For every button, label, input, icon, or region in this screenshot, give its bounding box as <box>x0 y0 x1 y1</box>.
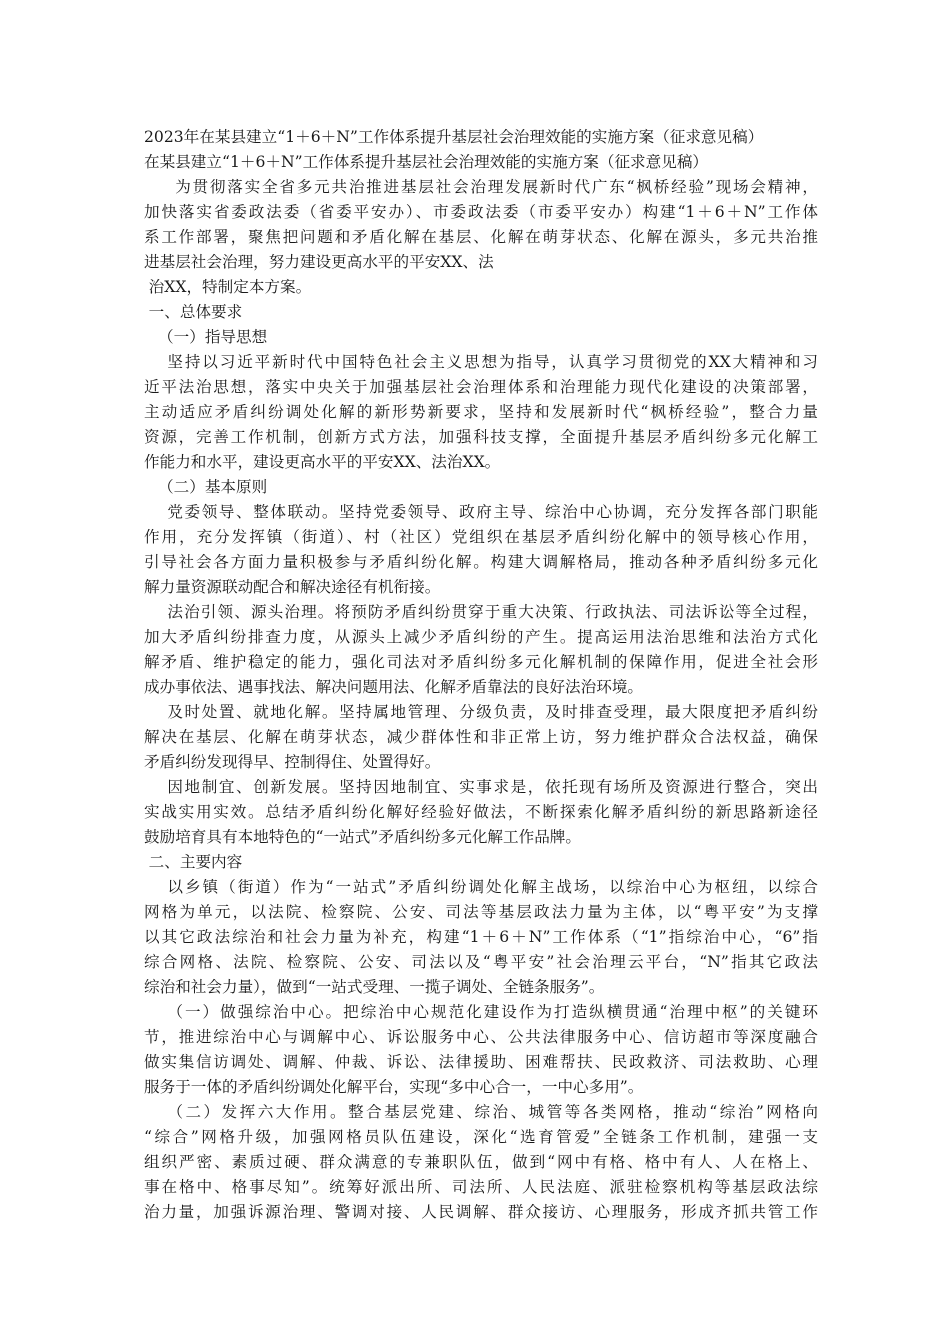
document-text-line: 以乡镇（街道）作为“一站式”矛盾纠纷调处化解主战场，以综治中心为枢纽，以综合 <box>167 878 818 896</box>
document-text-line: 解力量资源联动配合和解决途径有机衔接。 <box>144 578 441 596</box>
document-text-line: 治XX，特制定本方案。 <box>148 278 312 296</box>
document-page <box>144 125 818 1225</box>
document-text-line: 二、主要内容 <box>148 853 243 871</box>
document-text-line: 一、总体要求 <box>148 303 243 321</box>
document-text-line: 做实集信访调处、调解、仲裁、诉讼、法律援助、困难帮扶、民政救济、司法救助、心理 <box>144 1053 818 1071</box>
document-text-line: （一）做强综治中心。把综治中心规范化建设作为打造纵横贯通“治理中枢”的关键环 <box>167 1003 818 1021</box>
document-text-line: （二）发挥六大作用。整合基层党建、综治、城管等各类网格，推动“综治”网格向 <box>167 1103 818 1121</box>
document-text-line: 坚持以习近平新时代中国特色社会主义思想为指导，认真学习贯彻党的XX大精神和习 <box>167 353 818 371</box>
document-text-line: 综治和社会力量），做到“一站式受理、一揽子调处、全链条服务”。 <box>144 978 605 996</box>
document-text-line: 组织严密、素质过硬、群众满意的专兼职队伍，做到“网中有格、格中有人、人在格上、 <box>144 1153 818 1171</box>
document-text-line: 以其它政法综治和社会力量为补充，构建“1＋6＋N”工作体系（“1”指综治中心，“6”指 <box>144 928 818 946</box>
document-text-line: 网格为单元，以法院、检察院、公安、司法等基层政法力量为主体，以“粤平安”为支撑 <box>144 903 818 921</box>
document-text-line: 解决在基层、化解在萌芽状态，减少群体性和非正常上访，努力维护群众合法权益，确保 <box>144 728 818 746</box>
document-text-line: 法治引领、源头治理。将预防矛盾纠纷贯穿于重大决策、行政执法、司法诉讼等全过程， <box>167 603 818 621</box>
document-text-line: 实战实用实效。总结矛盾纠纷化解好经验好做法，不断探索化解矛盾纠纷的新思路新途径 <box>144 803 818 821</box>
document-text-line: 综合网格、法院、检察院、公安、司法以及“粤平安”社会治理云平台，“N”指其它政法 <box>144 953 818 971</box>
document-text-line: 解矛盾、维护稳定的能力，强化司法对矛盾纠纷多元化解机制的保障作用，促进全社会形 <box>144 653 818 671</box>
document-title-line: 2023年在某县建立“1＋6＋N”工作体系提升基层社会治理效能的实施方案（征求意见稿） <box>144 128 764 146</box>
document-text-line: 进基层社会治理，努力建设更高水平的平安XX、法 <box>144 253 494 271</box>
document-text-line: 资源，完善工作机制，创新方式方法，加强科技支撑，全面提升基层矛盾纠纷多元化解工 <box>144 428 818 446</box>
document-text-line: 治力量，加强诉源治理、警调对接、人民调解、群众接访、心理服务，形成齐抓共管工作 <box>144 1203 818 1221</box>
document-text-line: 因地制宜、创新发展。坚持因地制宜、实事求是，依托现有场所及资源进行整合，突出 <box>167 778 818 796</box>
document-text-line: 成办事依法、遇事找法、解决问题用法、化解矛盾靠法的良好法治环境。 <box>144 678 644 696</box>
document-text-line: 及时处置、就地化解。坚持属地管理、分级负责，及时排查受理，最大限度把矛盾纠纷 <box>167 703 818 721</box>
document-text-line: 近平法治思想，落实中央关于加强基层社会治理体系和治理能力现代化建设的决策部署， <box>144 378 818 396</box>
document-title-line: 在某县建立“1＋6＋N”工作体系提升基层社会治理效能的实施方案（征求意见稿） <box>144 153 709 171</box>
document-text-line: 为贯彻落实全省多元共治推进基层社会治理发展新时代广东“枫桥经验”现场会精神， <box>175 178 818 196</box>
document-text-line: 主动适应矛盾纠纷调处化解的新形势新要求，坚持和发展新时代“枫桥经验”，整合力量 <box>144 403 818 421</box>
document-text-line: 鼓励培育具有本地特色的“一站式”矛盾纠纷多元化解工作品牌。 <box>144 828 581 846</box>
document-text-line: 系工作部署，聚焦把问题和矛盾化解在基层、化解在萌芽状态、化解在源头，多元共治推 <box>144 228 818 246</box>
document-text-line: 引导社会各方面力量积极参与矛盾纠纷化解。构建大调解格局，推动各种矛盾纠纷多元化 <box>144 553 818 571</box>
document-text-line: 节，推进综治中心与调解中心、诉讼服务中心、公共法律服务中心、信访超市等深度融合 <box>144 1028 818 1046</box>
document-text-line: 作用，充分发挥镇（街道）、村（社区）党组织在基层矛盾纠纷化解中的领导核心作用， <box>144 528 818 546</box>
document-text-line: （一）指导思想 <box>158 328 268 346</box>
document-text-line: （二）基本原则 <box>158 478 268 496</box>
document-text-line: “综合”网格升级，加强网格员队伍建设，深化“选育管爱”全链条工作机制，建强一支 <box>144 1128 818 1146</box>
document-text-line: 加大矛盾纠纷排查力度，从源头上减少矛盾纠纷的产生。提高运用法治思维和法治方式化 <box>144 628 818 646</box>
document-text-line: 党委领导、整体联动。坚持党委领导、政府主导、综治中心协调，充分发挥各部门职能 <box>167 503 818 521</box>
document-text-line: 事在格中、格事尽知”。统筹好派出所、司法所、人民法庭、派驻检察机构等基层政法综 <box>144 1178 818 1196</box>
document-text-line: 矛盾纠纷发现得早、控制得住、处置得好。 <box>144 753 441 771</box>
document-text-line: 作能力和水平，建设更高水平的平安XX、法治XX。 <box>144 453 501 471</box>
document-text-line: 服务于一体的矛盾纠纷调处化解平台，实现“多中心合一，一中心多用”。 <box>144 1078 644 1096</box>
document-text-line: 加快落实省委政法委（省委平安办）、市委政法委（市委平安办）构建“1＋6＋N”工作体 <box>144 203 818 221</box>
